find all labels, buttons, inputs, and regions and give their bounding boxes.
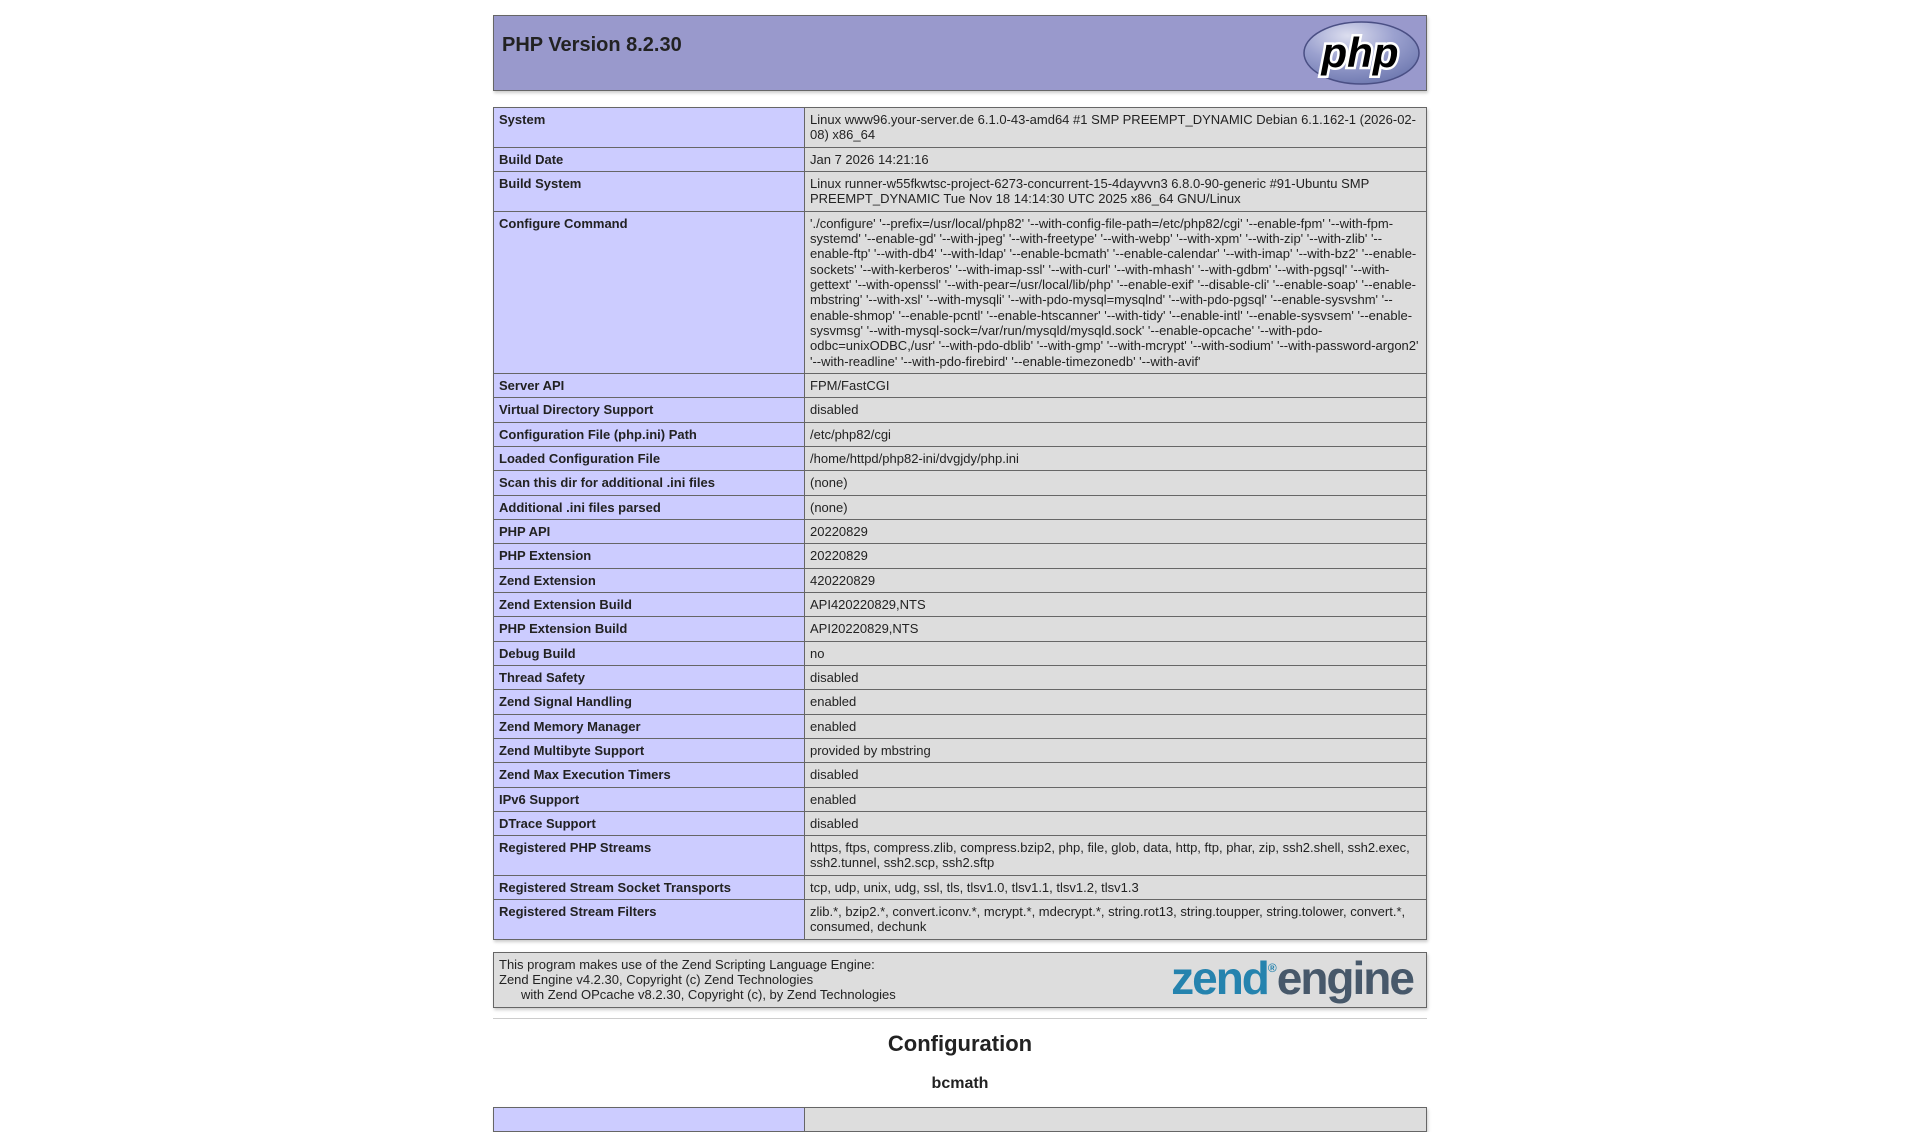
table-row	[494, 641, 1427, 665]
row-value: Jan 7 2026 14:21:16	[805, 147, 1427, 171]
table-row	[494, 1107, 1427, 1131]
row-value: https, ftps, compress.zlib, compress.bzip2, php, file, glob, data, http, ftp, phar, zip, ssh2.shell, ssh2.exec, ssh2.tunnel, ssh2.scp, ssh2.sftp	[805, 836, 1427, 876]
row-value: enabled	[805, 787, 1427, 811]
table-row	[494, 519, 1427, 543]
row-value: 20220829	[805, 544, 1427, 568]
table-row	[494, 690, 1427, 714]
row-value: API420220829,NTS	[805, 592, 1427, 616]
configuration-heading: Configuration	[887, 1030, 1033, 1056]
module-heading-bcmath	[0, 1075, 1920, 1093]
info-table	[493, 107, 1427, 940]
row-value: enabled	[805, 714, 1427, 738]
row-value: disabled	[805, 811, 1427, 835]
header-cell	[494, 16, 1427, 91]
page-title: PHP Version 8.2.30	[502, 34, 682, 56]
zend-engine-row	[494, 952, 1427, 1007]
row-label: Registered PHP Streams	[494, 836, 805, 876]
row-label: DTrace Support	[494, 811, 805, 835]
php-logo-link[interactable]	[1302, 20, 1421, 86]
row-label: Virtual Directory Support	[494, 398, 805, 422]
table-row	[494, 373, 1427, 397]
table-row	[494, 495, 1427, 519]
table-row	[494, 171, 1427, 211]
section-divider	[493, 1018, 1427, 1019]
zend-engine-cell	[494, 952, 1427, 1007]
table-row	[494, 714, 1427, 738]
row-label: Server API	[494, 373, 805, 397]
table-row	[494, 544, 1427, 568]
table-row	[494, 900, 1427, 940]
zend-engine-box	[493, 952, 1427, 1008]
table-row	[494, 568, 1427, 592]
table-row	[494, 211, 1427, 373]
row-value: Linux www96.your-server.de 6.1.0-43-amd64 #1 SMP PREEMPT_DYNAMIC Debian 6.1.162-1 (2026-02-08) x86_64	[805, 108, 1427, 148]
zend-logo-zend-text: zend	[1171, 951, 1268, 1004]
row-value: /etc/php82/cgi	[805, 422, 1427, 446]
row-value: API20220829,NTS	[805, 617, 1427, 641]
table-row	[494, 446, 1427, 470]
row-label: Zend Multibyte Support	[494, 738, 805, 762]
table-row	[494, 875, 1427, 899]
row-value: provided by mbstring	[805, 738, 1427, 762]
zend-logo-registered-mark: ®	[1267, 960, 1277, 975]
table-row	[494, 592, 1427, 616]
table-row	[494, 422, 1427, 446]
header-table	[493, 15, 1427, 91]
table-row	[494, 398, 1427, 422]
row-label: Zend Memory Manager	[494, 714, 805, 738]
table-row	[494, 665, 1427, 689]
row-value: disabled	[805, 763, 1427, 787]
row-label: Additional .ini files parsed	[494, 495, 805, 519]
row-label: Zend Extension Build	[494, 592, 805, 616]
row-value: './configure' '--prefix=/usr/local/php82' '--with-config-file-path=/etc/php82/cgi' '--enable-fpm' '--with-fpm-systemd' '--enable-gd' '--with-jpeg' '--with-freetype' '--with-webp' '--with-xpm' '--with-zip' '--with-zlib' '--enable-ftp' '--with-db4' '--with-ldap' '--enable-bcmath' '--enable-calendar' '--with-imap' '--with-bz2' '--enable-sockets' '--with-kerberos' '--with-imap-ssl' '--with-curl' '--with-mhash' '--with-gdbm' '--with-pgsql' '--with-gettext' '--with-openssl' '--with-pear=/usr/local/lib/php' '--enable-exif' '--disable-cli' '--enable-soap' '--enable-mbstring' '--with-xsl' '--with-mysqli' '--with-pdo-mysql=mysqlnd' '--with-pdo-pgsql' '--enable-sysvshm' '--enable-shmop' '--enable-pcntl' '--enable-htscanner' '--with-tidy' '--enable-intl' '--enable-sysvsem' '--enable-sysvmsg' '--with-mysql-sock=/var/run/mysqld/mysqld.sock' '--enable-opcache' '--with-pdo-odbc=unixODBC,/usr' '--with-pdo-dblib' '--with-gmp' '--with-mcrypt' '--with-sodium' '--with-password-argon2' '--with-readline' '--with-pdo-firebird' '--enable-timezonedb' '--with-avif'	[805, 211, 1427, 373]
table-row	[494, 763, 1427, 787]
bcmath-table	[493, 1107, 1427, 1132]
table-row	[494, 471, 1427, 495]
table-row	[494, 108, 1427, 148]
module-link-bcmath[interactable]: bcmath	[931, 1074, 989, 1092]
row-value: Linux runner-w55fkwtsc-project-6273-concurrent-15-4dayvvn3 6.8.0-90-generic #91-Ubuntu SMP PREEMPT_DYNAMIC Tue Nov 18 14:14:30 UTC 2025 x86_64 GNU/Linux	[805, 171, 1427, 211]
row-label: Configure Command	[494, 211, 805, 373]
row-label: PHP Extension Build	[494, 617, 805, 641]
row-label: Zend Signal Handling	[494, 690, 805, 714]
row-label: IPv6 Support	[494, 787, 805, 811]
row-label: Scan this dir for additional .ini files	[494, 471, 805, 495]
row-label: PHP API	[494, 519, 805, 543]
row-value: tcp, udp, unix, udg, ssl, tls, tlsv1.0, tlsv1.1, tlsv1.2, tlsv1.3	[805, 875, 1427, 899]
row-label: Build Date	[494, 147, 805, 171]
row-label: Loaded Configuration File	[494, 446, 805, 470]
row-value	[805, 1107, 1427, 1131]
row-label: Zend Extension	[494, 568, 805, 592]
row-label	[494, 1107, 805, 1131]
row-value: disabled	[805, 665, 1427, 689]
row-value: 420220829	[805, 568, 1427, 592]
row-label: Registered Stream Socket Transports	[494, 875, 805, 899]
table-row	[494, 617, 1427, 641]
table-row	[494, 147, 1427, 171]
row-label: Registered Stream Filters	[494, 900, 805, 940]
zend-engine-line: This program makes use of the Zend Scripting Language Engine:	[499, 956, 875, 972]
zend-engine-line: with Zend OPcache v8.2.30, Copyright (c), by Zend Technologies	[521, 987, 896, 1003]
zend-engine-logo	[1171, 952, 1413, 1004]
row-value: 20220829	[805, 519, 1427, 543]
zend-logo-link[interactable]	[1171, 951, 1413, 1004]
row-value: (none)	[805, 495, 1427, 519]
row-value: no	[805, 641, 1427, 665]
header-row	[494, 16, 1427, 91]
row-label: Debug Build	[494, 641, 805, 665]
row-label: PHP Extension	[494, 544, 805, 568]
zend-logo-engine-text: engine	[1276, 951, 1413, 1004]
row-label: Thread Safety	[494, 665, 805, 689]
php-logo-text: php	[1321, 29, 1399, 76]
row-value: zlib.*, bzip2.*, convert.iconv.*, mcrypt.*, mdecrypt.*, string.rot13, string.toupper, string.tolower, convert.*, consumed, dechunk	[805, 900, 1427, 940]
row-value: FPM/FastCGI	[805, 373, 1427, 397]
row-label: Build System	[494, 171, 805, 211]
row-value: /home/httpd/php82-ini/dvgjdy/php.ini	[805, 446, 1427, 470]
row-value: (none)	[805, 471, 1427, 495]
php-logo-icon	[1302, 20, 1421, 86]
table-row	[494, 787, 1427, 811]
row-value: enabled	[805, 690, 1427, 714]
table-row	[494, 738, 1427, 762]
table-row	[494, 811, 1427, 835]
row-label: Zend Max Execution Timers	[494, 763, 805, 787]
zend-engine-line: Zend Engine v4.2.30, Copyright (c) Zend Technologies	[499, 972, 814, 988]
row-label: System	[494, 108, 805, 148]
row-label: Configuration File (php.ini) Path	[494, 422, 805, 446]
table-row	[494, 836, 1427, 876]
row-value: disabled	[805, 398, 1427, 422]
